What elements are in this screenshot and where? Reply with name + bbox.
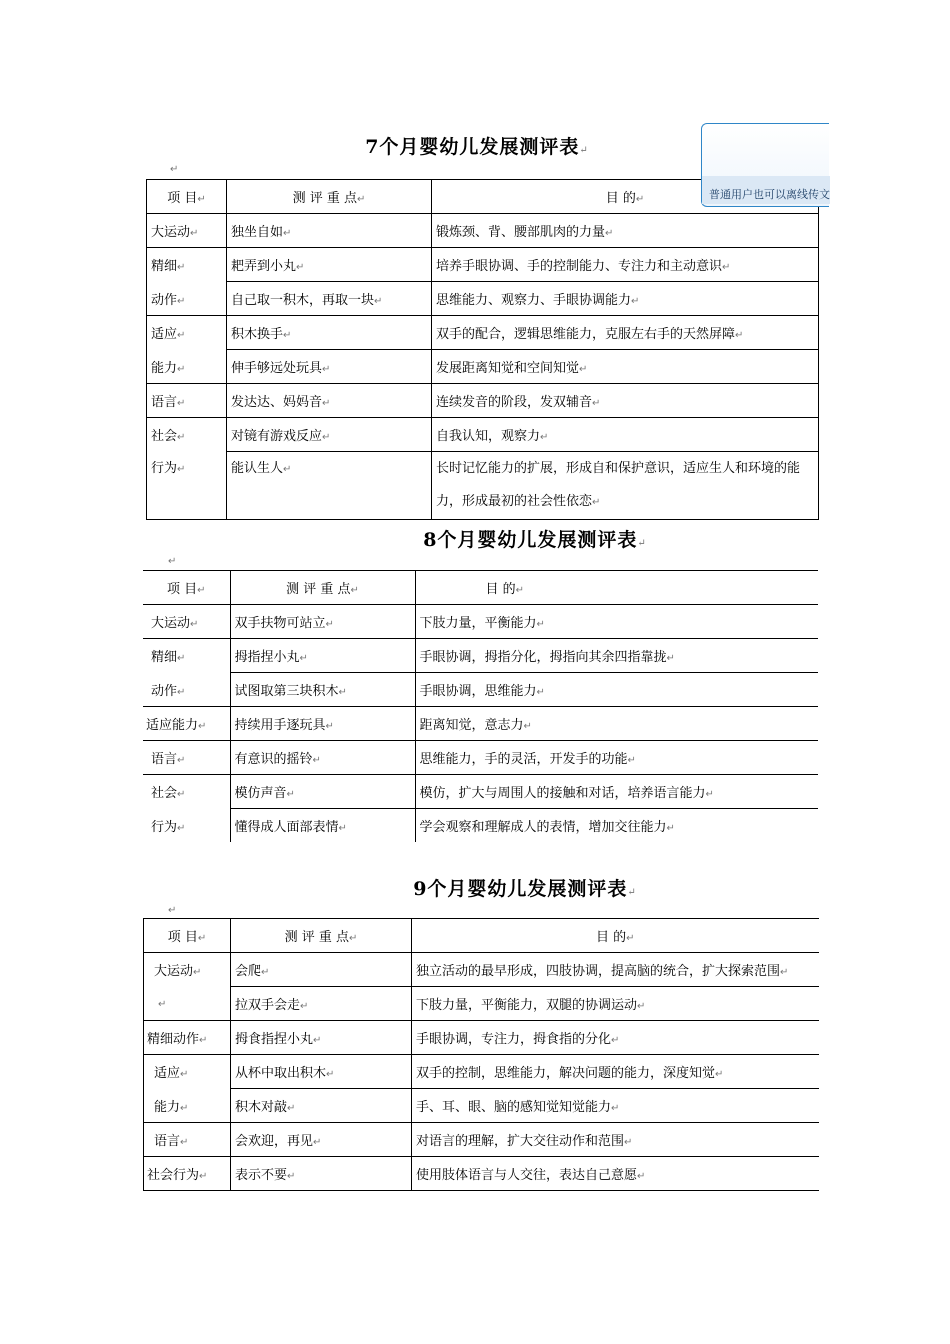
table-row <box>144 1055 819 1089</box>
table-title-7-months: 7个月婴幼儿发展测评表↵ <box>365 136 589 158</box>
purpose-cell: 使用肢体语言与人交往，表达自己意愿↵ <box>412 1157 819 1191</box>
table-title-9-months: 9个月婴幼儿发展测评表↵ <box>413 878 637 900</box>
focus-cell: 能认生人↵ <box>227 452 432 520</box>
focus-cell: 对镜有游戏反应↵ <box>227 418 432 452</box>
table-row <box>147 316 819 350</box>
purpose-cell: 下肢力量，平衡能力，双腿的协调运动↵ <box>412 987 819 1021</box>
table-row <box>143 605 818 639</box>
focus-cell: 拇食指捏小丸↵ <box>231 1021 412 1055</box>
purpose-cell: 模仿，扩大与周围人的接触和对话，培养语言能力↵ <box>415 775 818 809</box>
purpose-cell: 手、耳、眼、脑的感知觉知觉能力↵ <box>412 1089 819 1123</box>
table-row <box>144 1089 819 1123</box>
category-cell: 精细↵ <box>143 639 230 673</box>
focus-cell: 从杯中取出积木↵ <box>231 1055 412 1089</box>
purpose-cell: 手眼协调，专注力，拇食指的分化↵ <box>412 1021 819 1055</box>
assessment-table-7-months <box>146 179 819 520</box>
purpose-cell: 独立活动的最早形成，四肢协调，提高脑的统合，扩大探索范围↵ <box>412 953 819 987</box>
header-purpose: 目 的↵ <box>415 571 818 605</box>
purpose-cell: 连续发音的阶段，发双辅音↵ <box>432 384 819 418</box>
header-focus: 测 评 重 点↵ <box>231 919 412 953</box>
category-cell: 能力↵ <box>147 350 227 384</box>
purpose-cell: 手眼协调，思维能力↵ <box>415 673 818 707</box>
table-row <box>147 214 819 248</box>
category-cell: 适应↵ <box>147 316 227 350</box>
purpose-cell: 双手的配合，逻辑思维能力，克服左右手的天然屏障↵ <box>432 316 819 350</box>
purpose-cell: 下肢力量，平衡能力↵ <box>415 605 818 639</box>
category-cell: 大运动↵ <box>147 214 227 248</box>
table-row <box>143 639 818 673</box>
table-header-row <box>144 919 819 953</box>
focus-cell: 伸手够远处玩具↵ <box>227 350 432 384</box>
purpose-cell: 锻炼颈、背、腰部肌肉的力量↵ <box>432 214 819 248</box>
table-row <box>143 673 818 707</box>
purpose-cell: 双手的控制，思维能力，解决问题的能力，深度知觉↵ <box>412 1055 819 1089</box>
offline-transfer-tooltip[interactable] <box>701 123 829 207</box>
table-row <box>147 384 819 418</box>
table-row <box>143 741 818 775</box>
header-focus: 测 评 重 点↵ <box>227 180 432 214</box>
category-cell: 行为↵ <box>143 809 230 843</box>
focus-cell: 自己取一积木，再取一块↵ <box>227 282 432 316</box>
purpose-cell: 培养手眼协调、手的控制能力、专注力和主动意识↵ <box>432 248 819 282</box>
table-row <box>143 707 818 741</box>
header-focus: 测 评 重 点↵ <box>230 571 415 605</box>
header-item: 项 目↵ <box>143 571 230 605</box>
table-row <box>147 248 819 282</box>
category-cell: 语言↵ <box>147 384 227 418</box>
focus-cell: 发达达、妈妈音↵ <box>227 384 432 418</box>
purpose-cell: 自我认知，观察力↵ <box>432 418 819 452</box>
table-row <box>144 1123 819 1157</box>
assessment-table-8-months <box>143 570 818 842</box>
category-cell: 动作↵ <box>143 673 230 707</box>
focus-cell: 会爬↵ <box>231 953 412 987</box>
category-cell: 社会↵ <box>143 775 230 809</box>
header-item: 项 目↵ <box>144 919 231 953</box>
focus-cell: 模仿声音↵ <box>230 775 415 809</box>
paragraph-mark: ↵ <box>168 556 177 567</box>
category-cell: 社会行为↵ <box>144 1157 231 1191</box>
category-cell: 行为↵ <box>147 452 227 520</box>
category-cell: 能力↵ <box>144 1089 231 1123</box>
focus-cell: 独坐自如↵ <box>227 214 432 248</box>
table-row <box>144 1157 819 1191</box>
table-row <box>143 775 818 809</box>
paragraph-mark: ↵ <box>168 905 177 916</box>
focus-cell: 耙弄到小丸↵ <box>227 248 432 282</box>
purpose-cell: 发展距离知觉和空间知觉↵ <box>432 350 819 384</box>
table-title-8-months: 8个月婴幼儿发展测评表↵ <box>423 529 647 551</box>
focus-cell: 表示不要↵ <box>231 1157 412 1191</box>
table-row <box>144 953 819 987</box>
focus-cell: 有意识的摇铃↵ <box>230 741 415 775</box>
purpose-cell: 距离知觉，意志力↵ <box>415 707 818 741</box>
tooltip-text: 普通用户也可以离线传文 <box>709 188 830 201</box>
focus-cell: 懂得成人面部表情↵ <box>230 809 415 843</box>
focus-cell: 拇指捏小丸↵ <box>230 639 415 673</box>
category-cell: 大运动↵ <box>144 953 231 987</box>
table-row <box>144 1021 819 1055</box>
header-purpose: 目 的↵ <box>432 180 819 214</box>
table-row <box>144 987 819 1021</box>
category-cell: 精细动作↵ <box>144 1021 231 1055</box>
table-row <box>147 282 819 316</box>
category-cell: 大运动↵ <box>143 605 230 639</box>
focus-cell: 会欢迎，再见↵ <box>231 1123 412 1157</box>
focus-cell: 双手扶物可站立↵ <box>230 605 415 639</box>
purpose-cell: 对语言的理解，扩大交往动作和范围↵ <box>412 1123 819 1157</box>
table-row <box>143 809 818 843</box>
category-cell: 社会↵ <box>147 418 227 452</box>
header-purpose: 目 的↵ <box>412 919 819 953</box>
category-cell: 语言↵ <box>143 741 230 775</box>
purpose-cell: 手眼协调，拇指分化，拇指向其余四指靠拢↵ <box>415 639 818 673</box>
assessment-table-9-months <box>143 918 819 1191</box>
focus-cell: 积木对敲↵ <box>231 1089 412 1123</box>
focus-cell: 积木换手↵ <box>227 316 432 350</box>
header-item: 项 目↵ <box>147 180 227 214</box>
category-cell: 适应↵ <box>144 1055 231 1089</box>
table-row <box>147 350 819 384</box>
purpose-cell: 思维能力、观察力、手眼协调能力↵ <box>432 282 819 316</box>
category-cell: 精细↵ <box>147 248 227 282</box>
category-cell: ↵ <box>144 987 231 1021</box>
focus-cell: 持续用手逐玩具↵ <box>230 707 415 741</box>
table-row <box>147 418 819 452</box>
focus-cell: 拉双手会走↵ <box>231 987 412 1021</box>
purpose-cell: 长时记忆能力的扩展，形成自和保护意识，适应生人和环境的能力，形成最初的社会性依恋↵ <box>432 452 819 520</box>
purpose-cell: 思维能力，手的灵活，开发手的功能↵ <box>415 741 818 775</box>
focus-cell: 试图取第三块积木↵ <box>230 673 415 707</box>
purpose-cell: 学会观察和理解成人的表情，增加交往能力↵ <box>415 809 818 843</box>
category-cell: 语言↵ <box>144 1123 231 1157</box>
table-header-row <box>143 571 818 605</box>
paragraph-mark: ↵ <box>170 164 179 175</box>
category-cell: 动作↵ <box>147 282 227 316</box>
category-cell: 适应能力↵ <box>143 707 230 741</box>
table-row <box>147 452 819 520</box>
